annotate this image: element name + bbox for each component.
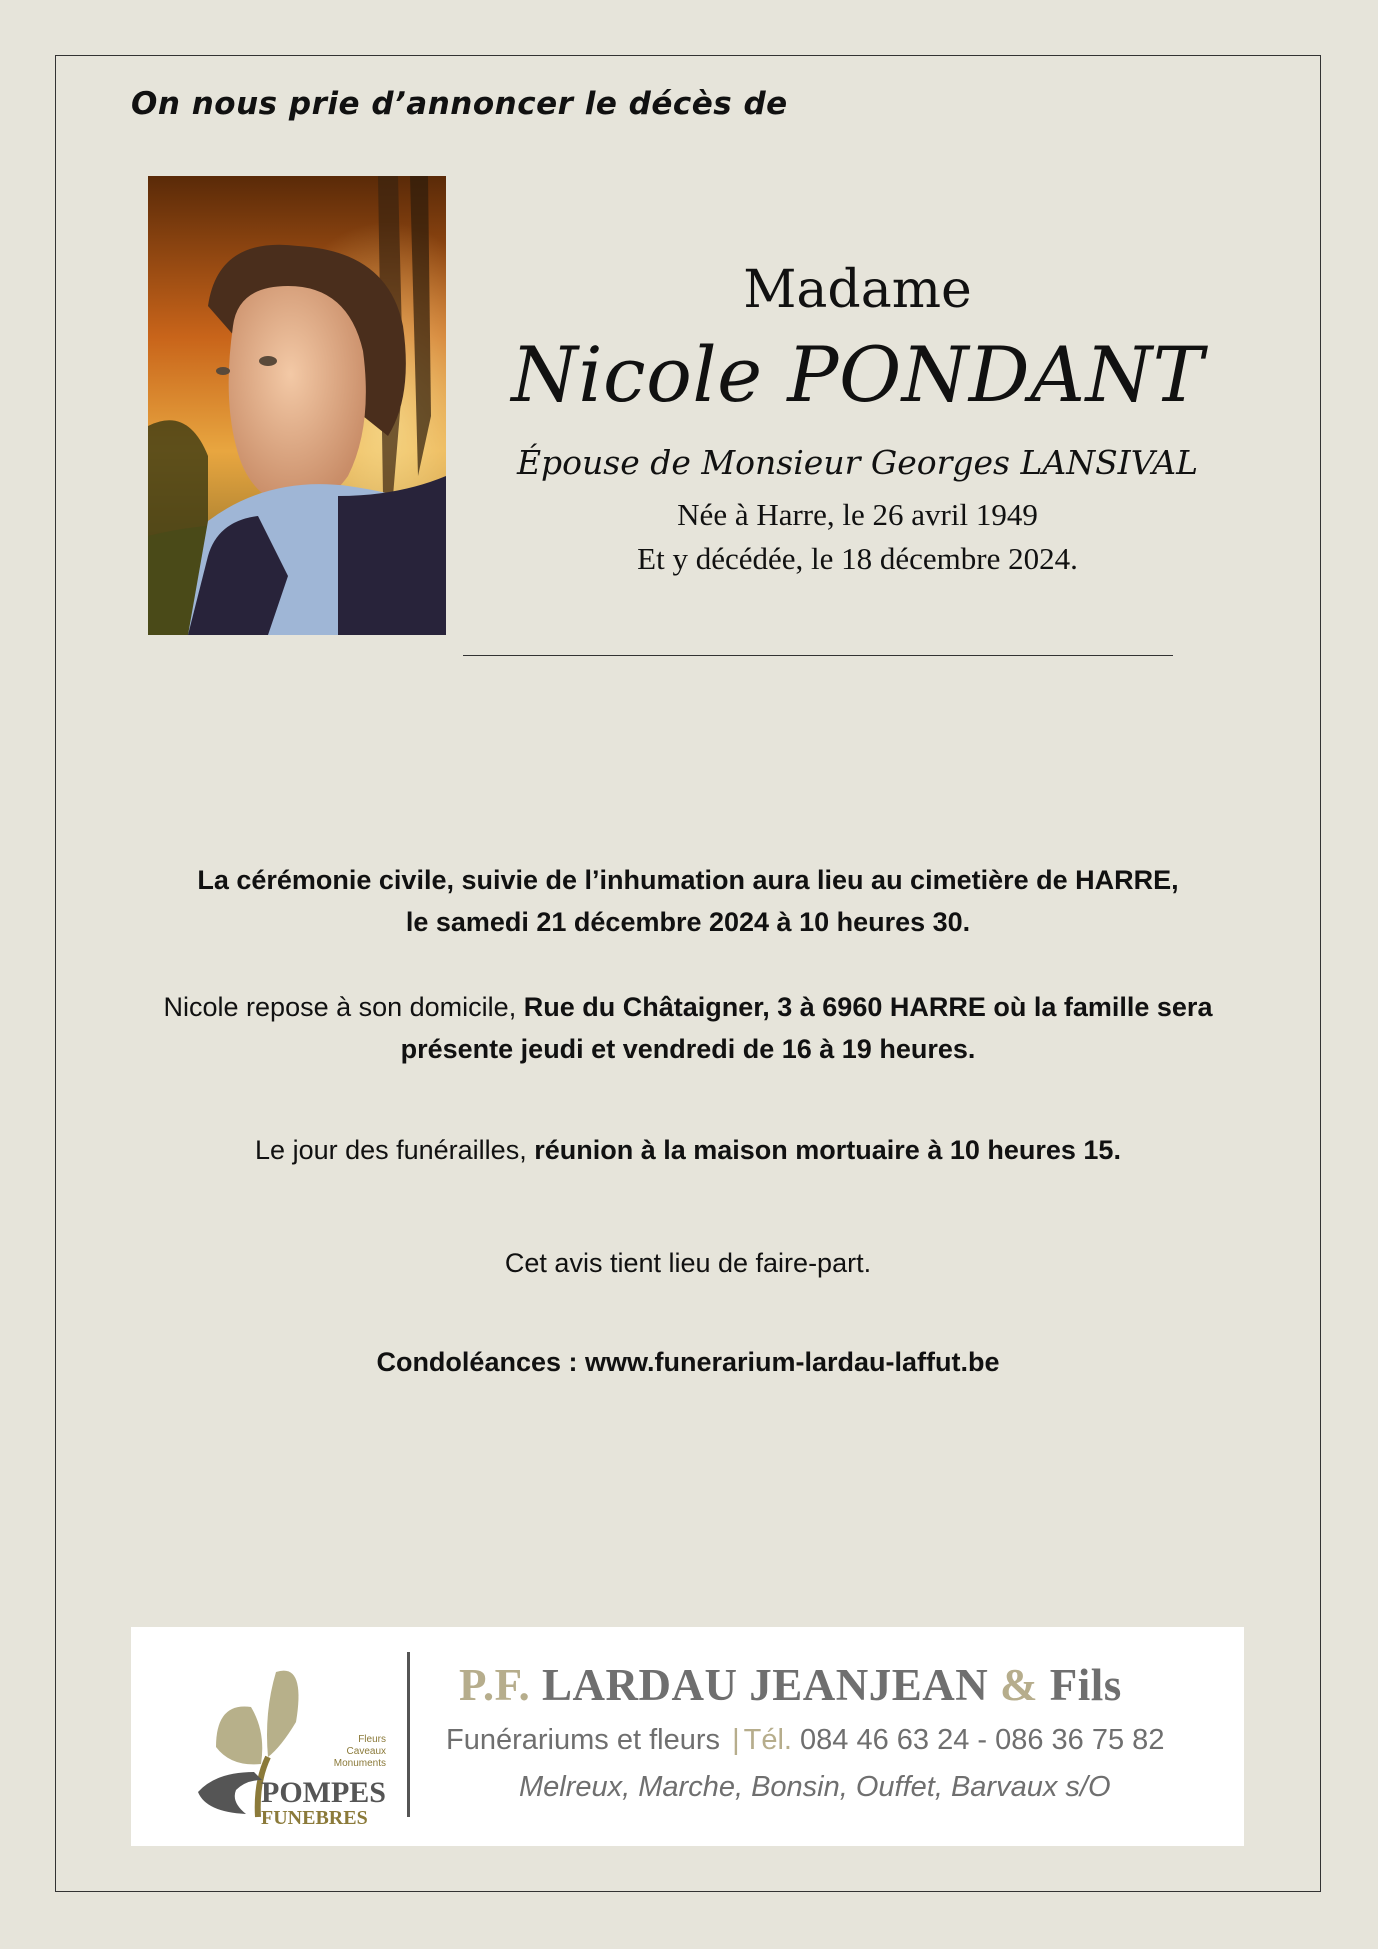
birth-line: Née à Harre, le 26 avril 1949 xyxy=(677,497,1038,532)
funeral-home-banner xyxy=(131,1627,1244,1846)
intro-text: On nous prie d’annoncer le décès de xyxy=(131,86,788,122)
tel-label: Tél. xyxy=(743,1724,792,1756)
firm-name xyxy=(459,1659,1122,1711)
deceased-header xyxy=(470,255,1245,581)
funeral-day-meeting: réunion à la maison mortuaire à 10 heures 15. xyxy=(534,1135,1121,1165)
funeral-day-block xyxy=(100,1129,1276,1171)
logo-text-bottom: FUNEBRES xyxy=(261,1807,368,1827)
firm-contact xyxy=(446,1724,1164,1757)
logo-divider xyxy=(407,1652,410,1817)
logo-text-top: POMPES xyxy=(261,1776,386,1809)
ceremony-line-2: le samedi 21 décembre 2024 à 10 heures 30. xyxy=(405,907,971,937)
pompes-funebres-logo xyxy=(176,1652,391,1827)
logo-line-3: Monuments xyxy=(333,1758,386,1769)
deceased-name: Nicole PONDANT xyxy=(511,330,1204,419)
death-line: Et y décédée, le 18 décembre 2024. xyxy=(637,541,1078,576)
notice-text: Cet avis tient lieu de faire-part. xyxy=(504,1248,872,1278)
condolences-text: Condoléances : www.funerarium-lardau-laffut.be xyxy=(376,1347,1000,1377)
firm-prefix: P.F. xyxy=(459,1660,531,1710)
firm-amp: & xyxy=(1000,1660,1038,1710)
portrait-photo xyxy=(148,176,446,635)
firm-suffix: Fils xyxy=(1049,1660,1122,1710)
contact-separator: | xyxy=(732,1724,740,1756)
firm-services: Funérariums et fleurs xyxy=(446,1724,720,1756)
funeral-day-intro: Le jour des funérailles, xyxy=(255,1135,527,1165)
logo-line-1: Fleurs xyxy=(358,1734,386,1745)
visitation-intro: Nicole repose à son domicile, xyxy=(163,992,517,1022)
firm-locations: Melreux, Marche, Bonsin, Ouffet, Barvaux s/O xyxy=(519,1771,1111,1803)
divider-line xyxy=(463,655,1173,656)
firm-main: LARDAU JEANJEAN xyxy=(541,1660,989,1710)
honorific: Madame xyxy=(743,260,972,320)
firm-phones: 084 46 63 24 - 086 36 75 82 xyxy=(800,1724,1165,1756)
ceremony-line-1: La cérémonie civile, suivie de l’inhumation aura lieu au cimetière de HARRE, xyxy=(197,865,1179,895)
spouse-line: Épouse de Monsieur Georges LANSIVAL xyxy=(516,443,1199,482)
visitation-hours: présente jeudi et vendredi de 16 à 19 heures. xyxy=(400,1034,976,1064)
logo-line-2: Caveaux xyxy=(346,1746,386,1757)
visitation-block xyxy=(100,986,1276,1070)
visitation-address: Rue du Châtaigner, 3 à 6960 HARRE où la famille sera xyxy=(523,992,1213,1022)
ceremony-block xyxy=(100,859,1276,943)
